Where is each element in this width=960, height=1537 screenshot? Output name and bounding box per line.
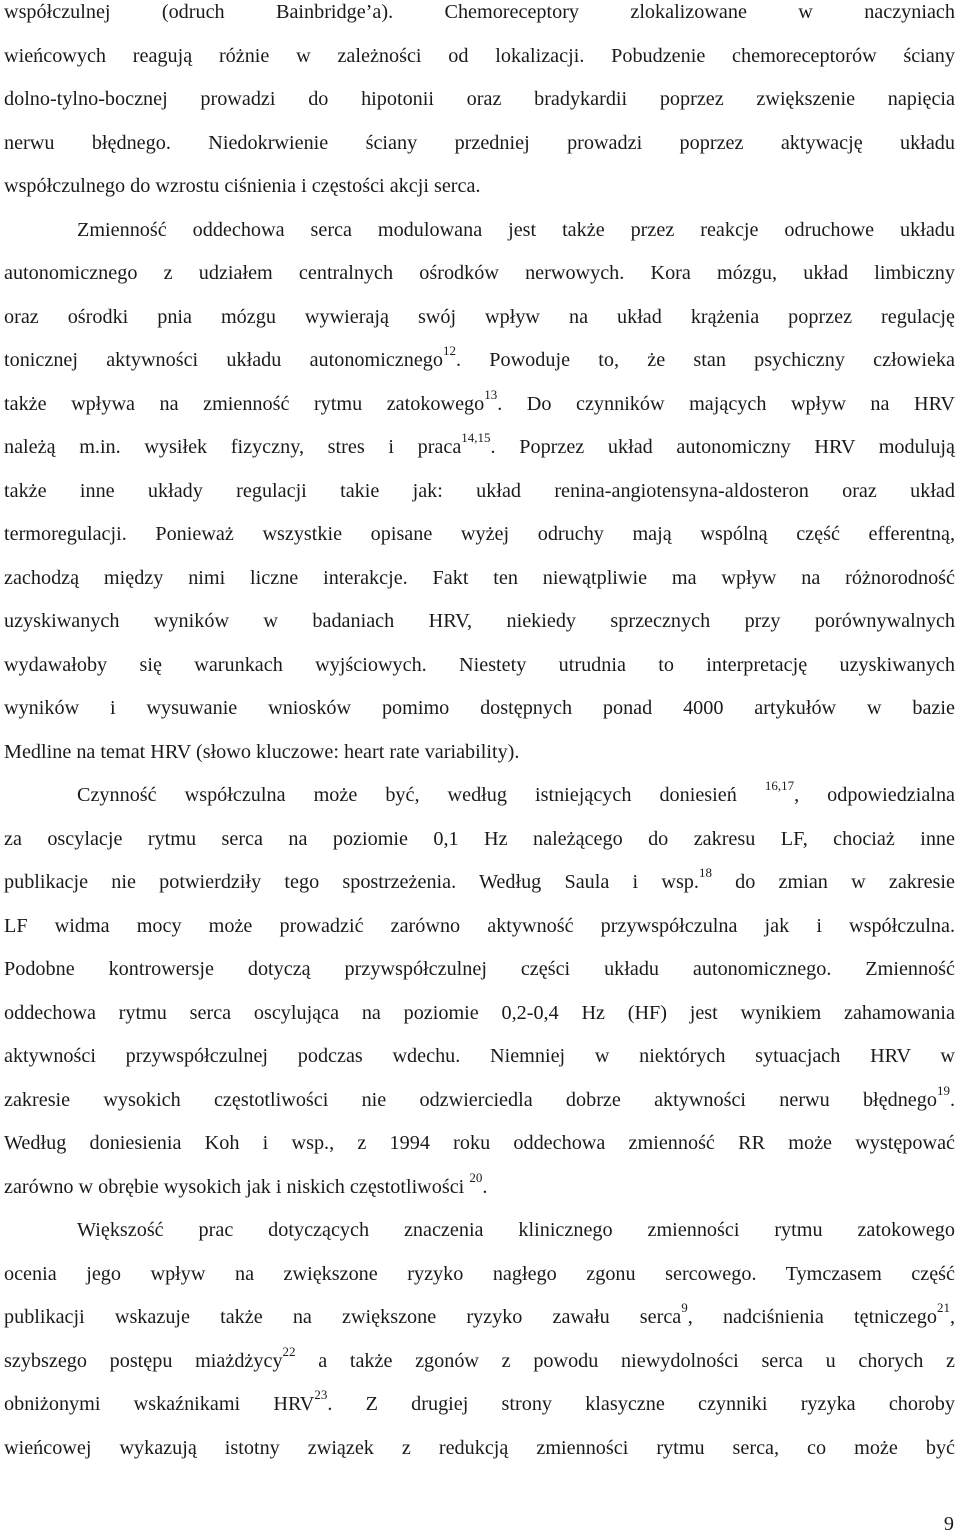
citation-superscript: 23 <box>314 1387 328 1403</box>
text-line: oceniа jego wpływ na zwiększone ryzyko nagłego zgonu sercowego. Tymczasem część <box>4 1263 955 1285</box>
text-segment: . <box>482 1176 488 1198</box>
text-line: Podobne kontrowersje dotyczą przywspółczulnej części układu autonomicznego. Zmienność <box>4 958 955 980</box>
text-line: Według doniesienia Koh i wsp., z 1994 roku oddechowa zmienność RR może występować <box>4 1132 955 1154</box>
citation-superscript: 20 <box>469 1170 483 1186</box>
citation-superscript: 16,17 <box>764 778 795 794</box>
text-line: aktywności przywspółczulnej podczas wdechu. Niemniej w niektórych sytuacjach HRV w <box>4 1045 955 1067</box>
text-line <box>4 865 955 894</box>
text-segment: do zmian w zakresie <box>711 871 955 893</box>
text-line: nerwu błędnego. Niedokrwienie ściany przedniej prowadzi poprzez aktywację układu <box>4 132 955 154</box>
text-segment: Czynność współczulna może być, według istniejących doniesień <box>77 784 765 806</box>
text-line: autonomicznego z udziałem centralnych ośrodków nerwowych. Kora mózgu, układ limbiczny <box>4 262 955 284</box>
text-segment: , odpowiedzialna <box>794 784 955 806</box>
text-line: współczulnego do wzrostu ciśnienia i częstości akcji serca. <box>4 175 481 197</box>
page-number: 9 <box>943 1513 954 1535</box>
text-line: zachodzą między nimi liczne interakcje. Fakt ten niewątpliwie ma wpływ na różnorodność <box>4 567 955 589</box>
text-segment: publikacje nie potwierdziły tego spostrzeżenia. Według Saula i wsp. <box>4 871 699 893</box>
text-segment: . Powoduje to, że stan psychiczny człowieka <box>456 349 956 371</box>
text-line: wydawałoby się warunkach wyjściowych. Niestety utrudnia to interpretację uzyskiwanych <box>4 654 955 676</box>
text-segment: także wpływa na zmienność rytmu zatokowego <box>4 393 485 415</box>
text-line: za oscylacje rytmu serca na poziomie 0,1 Hz należącego do zakresu LF, chociaż inne <box>4 828 955 850</box>
text-line: uzyskiwanych wyników w badaniach HRV, niekiedy sprzecznych przy porównywalnych <box>4 610 955 632</box>
paragraph-first-line: Zmienność oddechowa serca modulowana jest także przez reakcje odruchowe układu <box>77 219 955 241</box>
citation-superscript: 9 <box>681 1300 688 1316</box>
text-segment: , nadciśnienia tętniczego <box>687 1306 937 1328</box>
text-line <box>4 387 955 416</box>
text-line <box>4 1387 955 1416</box>
citation-superscript: 14,15 <box>461 430 491 446</box>
text-segment: . Poprzez układ autonomiczny HRV modulują <box>490 436 955 458</box>
paragraph-first-line: Większość prac dotyczących znaczenia klinicznego zmienności rytmu zatokowego <box>77 1219 955 1241</box>
text-line: także inne układy regulacji takie jak: układ renina-angiotensyna-aldosteron oraz układ <box>4 480 955 502</box>
text-segment: zarówno w obrębie wysokich jak i niskich częstotliwości <box>4 1176 470 1198</box>
text-line <box>4 1170 955 1199</box>
text-line: wieńcowej wykazują istotny związek z redukcją zmienności rytmu serca, co może być <box>4 1437 955 1459</box>
text-segment: tonicznej aktywności układu autonomicznego <box>4 349 443 371</box>
text-line <box>4 1300 955 1329</box>
citation-superscript: 18 <box>698 865 712 881</box>
text-segment: a także zgonów z powodu niewydolności serca u chorych z <box>295 1350 955 1372</box>
text-line: termoregulacji. Ponieważ wszystkie opisane wyżej odruchy mają wspólną część efferentną, <box>4 523 955 545</box>
text-segment: należą m.in. wysiłek fizyczny, stres i praca <box>4 436 462 458</box>
text-line <box>4 343 956 372</box>
text-line: oraz ośrodki pnia mózgu wywierają swój wpływ na układ krążenia poprzez regulację <box>4 306 955 328</box>
text-segment: . Do czynników mających wpływ na HRV <box>497 393 955 415</box>
text-line <box>4 1344 955 1373</box>
text-line <box>4 1083 955 1112</box>
text-line <box>4 430 955 459</box>
text-segment: zakresie wysokich częstotliwości nie odzwierciedla dobrze aktywności nerwu błędnego <box>4 1089 937 1111</box>
text-segment: . Z drugiej strony klasyczne czynniki ryzyka choroby <box>327 1393 955 1415</box>
text-segment: publikacji wskazuje także na zwiększone ryzyko zawału serca <box>4 1306 682 1328</box>
text-line: LF widma mocy może prowadzić zarówno aktywność przywspółczulna jak i współczulna. <box>4 915 955 937</box>
text-line: wyników i wysuwanie wniosków pomimo dostępnych ponad 4000 artykułów w bazie <box>4 697 955 719</box>
text-line: wieńcowych reagują różnie w zależności od lokalizacji. Pobudzenie chemoreceptorów ściany <box>4 45 955 67</box>
citation-superscript: 13 <box>484 387 498 403</box>
citation-superscript: 22 <box>282 1344 296 1360</box>
text-line: oddechowa rytmu serca oscylująca na poziomie 0,2-0,4 Hz (HF) jest wynikiem zahamowania <box>4 1002 955 1024</box>
paragraph-first-line <box>77 778 955 807</box>
text-segment: obniżonymi wskaźnikami HRV <box>4 1393 315 1415</box>
text-segment: . <box>949 1089 955 1111</box>
text-line: współczulnej (odruch Bainbridge’a). Chemoreceptory zlokalizowane w naczyniach <box>4 1 955 23</box>
citation-superscript: 21 <box>936 1300 950 1316</box>
citation-superscript: 19 <box>936 1083 950 1099</box>
text-line: dolno-tylno-bocznej prowadzi do hipotonii oraz bradykardii poprzez zwiększenie napięcia <box>4 88 955 110</box>
text-line: Medline na temat HRV (słowo kluczowe: heart rate variability). <box>4 741 520 763</box>
text-segment: szybszego postępu miażdżycy <box>4 1350 283 1372</box>
citation-superscript: 12 <box>443 343 456 359</box>
text-segment: , <box>949 1306 955 1328</box>
